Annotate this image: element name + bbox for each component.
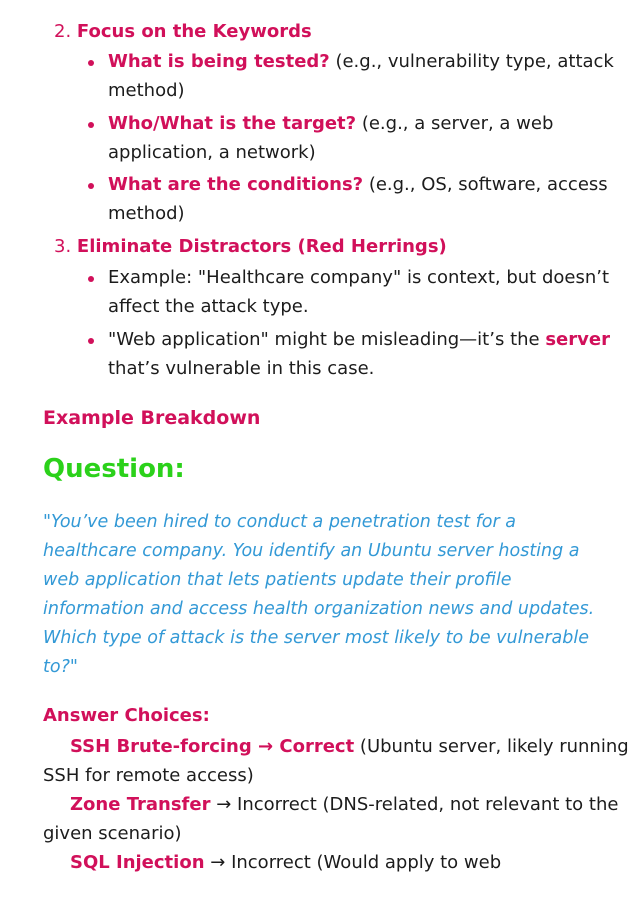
quote-line: Which type of attack is the server most likely to be vulnerable xyxy=(43,628,589,648)
bullet-dot xyxy=(88,60,94,66)
step-title: Focus on the Keywords xyxy=(76,21,312,42)
bullet-dot xyxy=(88,183,94,189)
step-2-heading xyxy=(54,17,312,47)
list-item-continuation: affect the attack type. xyxy=(108,296,309,317)
quote-line: "You’ve been hired to conduct a penetration test for a xyxy=(43,512,516,532)
answer-option xyxy=(70,848,501,877)
arrow-icon: → xyxy=(204,852,232,873)
step-number: 3. xyxy=(54,236,72,257)
bullet-text: "Web application" might be misleading—it’s the xyxy=(108,329,546,350)
list-item: Example: "Healthcare company" is context, but doesn’t xyxy=(108,267,610,288)
step-3-heading xyxy=(54,232,447,262)
step-number: 2. xyxy=(54,21,72,42)
question-heading: Question: xyxy=(43,454,185,484)
quote-line: to?" xyxy=(43,657,78,677)
quote-line: web application that lets patients update their profile xyxy=(43,570,512,590)
bullet-dot xyxy=(88,338,94,344)
list-item-continuation: method) xyxy=(108,203,185,224)
answer-option-label: Zone Transfer xyxy=(70,794,211,815)
answer-option-label: SQL Injection xyxy=(70,852,205,873)
list-item xyxy=(108,325,610,355)
answer-note-continuation: given scenario) xyxy=(43,823,182,844)
list-item-continuation: method) xyxy=(108,80,185,101)
arrow-icon: → xyxy=(210,794,238,815)
answer-note: (Ubuntu server, likely running xyxy=(354,736,629,757)
list-item xyxy=(108,47,614,77)
bullet-dot xyxy=(88,276,94,282)
step-title: Eliminate Distractors (Red Herrings) xyxy=(76,236,447,257)
quote-line: information and access health organization news and updates. xyxy=(43,599,595,619)
bullet-keyword: What are the conditions? xyxy=(108,174,364,195)
quote-line: healthcare company. You identify an Ubuntu server hosting a xyxy=(43,541,580,561)
bullet-keyword: server xyxy=(545,329,610,350)
answer-choices-heading: Answer Choices: xyxy=(43,705,210,726)
arrow-icon: → xyxy=(251,736,280,757)
answer-option xyxy=(70,790,618,819)
answer-verdict: Correct xyxy=(279,736,355,757)
example-breakdown-heading: Example Breakdown xyxy=(43,407,261,429)
answer-note: (DNS-related, not relevant to the xyxy=(316,794,619,815)
bullet-dot xyxy=(88,122,94,128)
answer-option-label: SSH Brute-forcing xyxy=(70,736,252,757)
answer-note-continuation: SSH for remote access) xyxy=(43,765,254,786)
list-item xyxy=(108,109,553,139)
answer-verdict: Incorrect xyxy=(237,794,317,815)
bullet-keyword: What is being tested? xyxy=(108,51,330,72)
list-item-continuation: application, a network) xyxy=(108,142,316,163)
bullet-keyword: Who/What is the target? xyxy=(108,113,357,134)
question-quote xyxy=(43,508,594,682)
answer-note: (Would apply to web xyxy=(310,852,502,873)
bullet-text: (e.g., vulnerability type, attack xyxy=(329,51,614,72)
bullet-text: (e.g., OS, software, access xyxy=(363,174,608,195)
list-item-continuation: that’s vulnerable in this case. xyxy=(108,358,375,379)
list-item xyxy=(108,170,608,200)
bullet-text: (e.g., a server, a web xyxy=(356,113,554,134)
answer-option xyxy=(70,732,629,761)
answer-verdict: Incorrect xyxy=(231,852,311,873)
